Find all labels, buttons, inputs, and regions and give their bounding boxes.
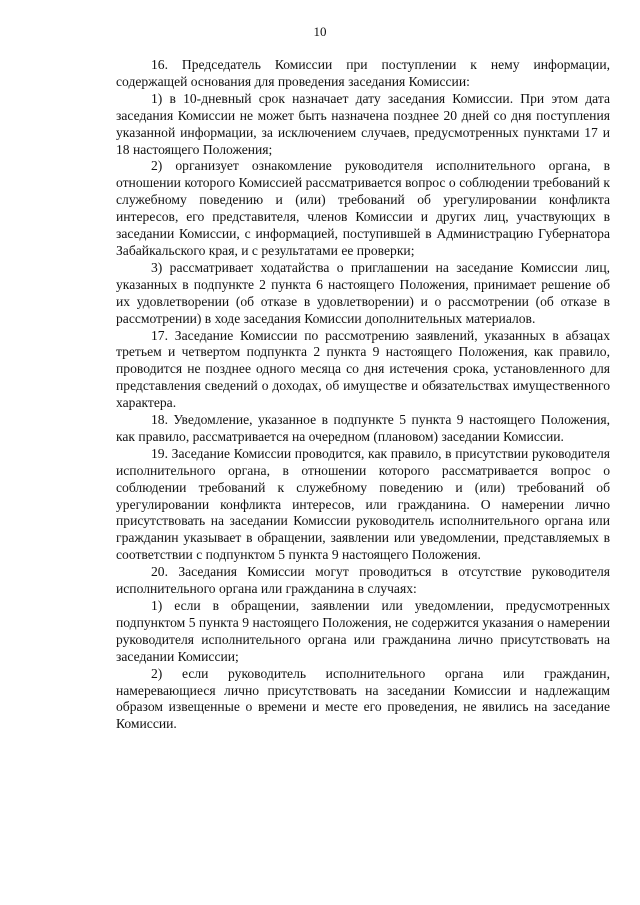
paragraph-19: 19. Заседание Комиссии проводится, как правило, в присутствии руководителя исполнительного органа, в отношении которого рассматривается вопрос о соблюдении требований к служебному поведению и (или) требований об урегулировании конфликта интересов, или гражданина. О намерении лично присутствовать на заседании Комиссии руководитель исполнительного органа или гражданин указывает в обращении, заявлении или уведомлении, представляемых в соответствии с подпунктом 5 пункта 9 настоящего Положения.	[116, 445, 610, 563]
paragraph-16-item-2: 2) организует ознакомление руководителя исполнительного органа, в отношении которого Комиссией рассматривается вопрос о соблюдении требований к служебному поведению и (или) требований об урегулировании конфликта интересов, его представителя, членов Комиссии и других лиц, участвующих в заседании Комиссии, с информацией, поступившей в Администрацию Губернатора Забайкальского края, и с результатами ее проверки;	[116, 158, 610, 258]
paragraph-18: 18. Уведомление, указанное в подпункте 5 пункта 9 настоящего Положения, как правило, рассматривается на очередном (плановом) заседании Комиссии.	[116, 412, 610, 444]
paragraph-20-item-2: 2) если руководитель исполнительного органа или гражданин, намеревающиеся лично присутствовать на заседании Комиссии и надлежащим образом извещенные о времени и месте его проведения, не явились на заседание Комиссии.	[116, 665, 610, 732]
paragraph-16-item-1: 1) в 10-дневный срок назначает дату заседания Комиссии. При этом дата заседания Комиссии не может быть назначена позднее 20 дней со дня поступления указанной информации, за исключением случаев, предусмотренных пунктами 17 и 18 настоящего Положения;	[116, 90, 610, 157]
page-number: 10	[313, 24, 327, 39]
paragraph-16: 16. Председатель Комиссии при поступлении к нему информации, содержащей основания для проведения заседания Комиссии:	[116, 57, 610, 89]
paragraph-20: 20. Заседания Комиссии могут проводиться в отсутствие руководителя исполнительного органа или гражданина в случаях:	[116, 564, 610, 597]
paragraph-20-item-1: 1) если в обращении, заявлении или уведомлении, предусмотренных подпунктом 5 пункта 9 настоящего Положения, не содержится указания о намерении руководителя исполнительного органа или гражданина лично присутствовать на заседании Комиссии;	[116, 598, 610, 664]
paragraph-17: 17. Заседание Комиссии по рассмотрению заявлений, указанных в абзацах третьем и четвертом подпункта 2 пункта 9 настоящего Положения, как правило, проводится не позднее одного месяца со дня истечения срока, установленного для представления сведений о доходах, об имуществе и обязательствах имущественного характера.	[116, 327, 610, 411]
paragraph-16-item-3: 3) рассматривает ходатайства о приглашении на заседание Комиссии лиц, указанных в подпункте 2 пункта 6 настоящего Положения, принимает решение об их удовлетворении (об отказе в удовлетворении) и о рассмотрении (об отказе в рассмотрении) в ходе заседания Комиссии дополнительных материалов.	[116, 259, 610, 326]
document-body	[116, 57, 610, 733]
